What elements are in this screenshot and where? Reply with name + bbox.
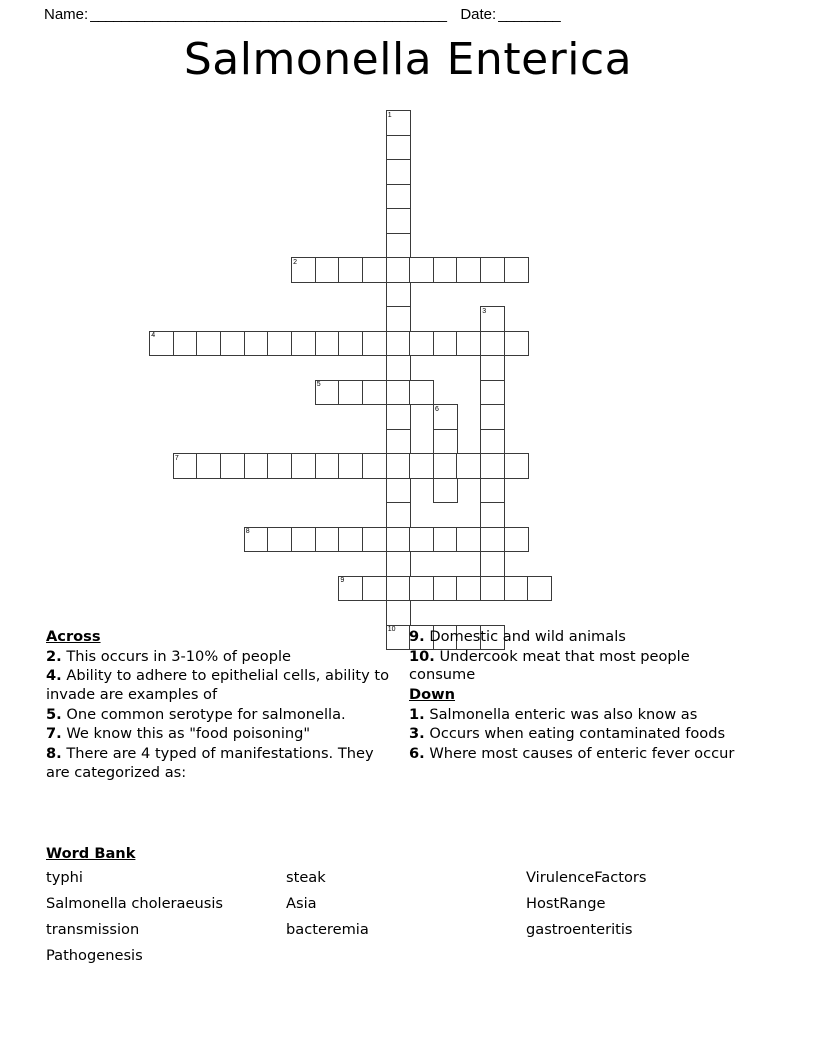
crossword-cell[interactable] [456, 453, 481, 479]
crossword-cell[interactable] [315, 380, 340, 406]
crossword-cell[interactable] [386, 331, 411, 357]
crossword-cell[interactable] [386, 576, 411, 602]
clue-number: 8. [46, 745, 62, 763]
crossword-cell[interactable] [338, 453, 363, 479]
crossword-cell[interactable] [480, 257, 505, 283]
clue-number: 5. [46, 705, 62, 723]
clues-column-right [409, 628, 759, 765]
crossword-cell[interactable] [386, 184, 411, 210]
name-label: Name: [44, 5, 89, 23]
clue-number: 10. [409, 647, 435, 665]
crossword-clue-number: 5 [316, 381, 321, 388]
crossword-cell[interactable] [504, 331, 529, 357]
crossword-cell[interactable] [386, 502, 411, 528]
clues-column-left [46, 628, 396, 783]
crossword-cell[interactable] [386, 527, 411, 553]
crossword-cell[interactable] [504, 527, 529, 553]
clue-text: We know this as "food poisoning" [66, 725, 311, 743]
crossword-cell[interactable] [480, 551, 505, 577]
crossword-cell[interactable] [504, 576, 529, 602]
clues-section [0, 628, 816, 836]
crossword-cell[interactable] [456, 331, 481, 357]
crossword-cell[interactable] [409, 527, 434, 553]
crossword-cell[interactable] [362, 576, 387, 602]
clue-number: 4. [46, 667, 62, 685]
clue-text: Occurs when eating contaminated foods [429, 725, 726, 743]
crossword-cell[interactable] [291, 453, 316, 479]
crossword-cell[interactable] [456, 527, 481, 553]
crossword-cell[interactable] [386, 208, 411, 234]
crossword-clue-number: 10 [387, 626, 396, 633]
crossword-clue-number: 9 [340, 577, 345, 584]
crossword-cell[interactable] [338, 527, 363, 553]
clue-across-8 [46, 745, 396, 782]
clue-text: One common serotype for salmonella. [66, 705, 346, 723]
clue-text: Domestic and wild animals [429, 628, 626, 645]
clue-number: 2. [46, 647, 62, 665]
down-heading: Down [409, 686, 456, 704]
clue-text: Undercook meat that most people consume [409, 647, 690, 684]
crossword-cell[interactable] [267, 331, 292, 357]
across-heading: Across [46, 628, 101, 645]
crossword-cell[interactable] [480, 478, 505, 504]
crossword-cell[interactable] [433, 331, 458, 357]
word-bank-item: VirulenceFactors [526, 869, 647, 886]
clue-across-2 [46, 648, 396, 667]
word-bank-item: HostRange [526, 894, 606, 912]
crossword-cell[interactable] [362, 527, 387, 553]
crossword-cell[interactable] [433, 429, 458, 455]
crossword-cell[interactable] [362, 257, 387, 283]
crossword-cell[interactable] [433, 404, 458, 430]
crossword-cell[interactable] [386, 551, 411, 577]
clue-down-6 [409, 745, 759, 764]
word-bank-section [46, 845, 786, 967]
date-label: Date: [460, 5, 497, 23]
crossword-clue-number: 4 [151, 332, 156, 339]
clue-across-9 [409, 628, 759, 647]
crossword-cell[interactable] [386, 478, 411, 504]
crossword-cell[interactable] [386, 600, 411, 626]
crossword-cell[interactable] [480, 331, 505, 357]
crossword-cell[interactable] [220, 453, 245, 479]
crossword-cell[interactable] [456, 257, 481, 283]
crossword-cell[interactable] [433, 453, 458, 479]
crossword-cell[interactable] [480, 306, 505, 332]
crossword-cell[interactable] [291, 331, 316, 357]
crossword-cell[interactable] [433, 576, 458, 602]
crossword-cell[interactable] [480, 429, 505, 455]
crossword-cell[interactable] [386, 282, 411, 308]
crossword-cell[interactable] [480, 453, 505, 479]
crossword-cell[interactable] [433, 257, 458, 283]
crossword-cell[interactable] [291, 527, 316, 553]
crossword-cell[interactable] [386, 429, 411, 455]
crossword-cell[interactable] [480, 576, 505, 602]
crossword-clue-number: 6 [435, 405, 439, 413]
crossword-cell[interactable] [480, 355, 505, 381]
crossword-cell[interactable] [386, 135, 411, 161]
crossword-cell[interactable] [338, 331, 363, 357]
clue-across-4 [46, 667, 396, 704]
crossword-cell[interactable] [409, 380, 434, 406]
crossword-cell[interactable] [244, 453, 269, 479]
crossword-cell[interactable] [220, 331, 245, 357]
crossword-cell[interactable] [338, 257, 363, 283]
crossword-cell[interactable] [386, 110, 411, 136]
clue-text: Ability to adhere to epithelial cells, ability to invade are examples of [46, 667, 390, 704]
crossword-cell[interactable] [338, 576, 363, 602]
word-bank-list [46, 867, 786, 967]
word-bank-item: Pathogenesis [46, 946, 143, 964]
word-bank-item: gastroenteritis [526, 920, 633, 938]
clue-across-5 [46, 706, 396, 725]
word-bank-item: Salmonella choleraeusis [46, 894, 223, 912]
date-blank-line[interactable]: ________ [498, 5, 561, 23]
crossword-cell[interactable] [409, 576, 434, 602]
crossword-cell[interactable] [362, 453, 387, 479]
crossword-cell[interactable] [196, 453, 221, 479]
clue-number: 9. [409, 628, 425, 645]
crossword-cell[interactable] [315, 257, 340, 283]
crossword-clue-number: 1 [387, 111, 392, 119]
crossword-clue-number: 2 [293, 258, 297, 266]
crossword-cell[interactable] [173, 331, 198, 357]
crossword-cell[interactable] [267, 527, 292, 553]
crossword-cell[interactable] [149, 331, 174, 357]
crossword-cell[interactable] [386, 453, 411, 479]
crossword-cell[interactable] [504, 453, 529, 479]
crossword-cell[interactable] [409, 257, 434, 283]
crossword-cell[interactable] [386, 257, 411, 283]
crossword-cell[interactable] [315, 331, 340, 357]
crossword-clue-number: 8 [245, 528, 250, 535]
clue-down-3 [409, 725, 759, 744]
crossword-cell[interactable] [291, 257, 316, 283]
crossword-cell[interactable] [527, 576, 552, 602]
crossword-cell[interactable] [386, 404, 411, 430]
word-bank-heading: Word Bank [46, 845, 136, 862]
crossword-cell[interactable] [433, 527, 458, 553]
crossword-cell[interactable] [409, 453, 434, 479]
crossword-cell[interactable] [267, 453, 292, 479]
clue-number: 7. [46, 725, 62, 743]
crossword-cell[interactable] [409, 331, 434, 357]
clue-down-1 [409, 706, 759, 725]
crossword-cell[interactable] [480, 404, 505, 430]
word-bank-item: Asia [286, 894, 317, 912]
crossword-cell[interactable] [386, 355, 411, 381]
crossword-clue-number: 3 [482, 307, 487, 315]
word-bank-item: steak [286, 869, 326, 886]
clue-across-10 [409, 648, 759, 685]
clue-text: Where most causes of enteric fever occur [429, 745, 735, 763]
word-bank-item: typhi [46, 869, 83, 886]
crossword-cell[interactable] [386, 159, 411, 185]
clue-text: This occurs in 3-10% of people [66, 647, 292, 665]
crossword-cell[interactable] [315, 527, 340, 553]
crossword-cell[interactable] [338, 380, 363, 406]
crossword-cell[interactable] [386, 380, 411, 406]
crossword-cell[interactable] [244, 331, 269, 357]
crossword-clue-number: 7 [174, 454, 179, 462]
crossword-cell[interactable] [244, 527, 269, 553]
clue-across-7 [46, 725, 396, 744]
clue-text: There are 4 typed of manifestations. They are categorized as: [46, 745, 374, 781]
clue-number: 1. [409, 705, 425, 723]
word-bank-item: bacteremia [286, 920, 369, 938]
crossword-cell[interactable] [196, 331, 221, 357]
crossword-cell[interactable] [386, 233, 411, 259]
crossword-cell[interactable] [504, 257, 529, 283]
crossword-cell[interactable] [386, 306, 411, 332]
crossword-cell[interactable] [456, 576, 481, 602]
crossword-cell[interactable] [480, 527, 505, 553]
clue-text: Salmonella enteric was also know as [429, 705, 698, 723]
crossword-cell[interactable] [433, 478, 458, 504]
crossword-cell[interactable] [315, 453, 340, 479]
crossword-cell[interactable] [480, 502, 505, 528]
clue-number: 6. [409, 745, 425, 763]
clue-number: 3. [409, 725, 425, 743]
crossword-cell[interactable] [362, 380, 387, 406]
word-bank-item: transmission [46, 920, 140, 938]
page-title: Salmonella Enterica [183, 34, 633, 85]
crossword-cell[interactable] [362, 331, 387, 357]
crossword-cell[interactable] [480, 380, 505, 406]
name-blank-line[interactable]: ______________________________________________ [90, 5, 447, 23]
crossword-cell[interactable] [173, 453, 198, 479]
